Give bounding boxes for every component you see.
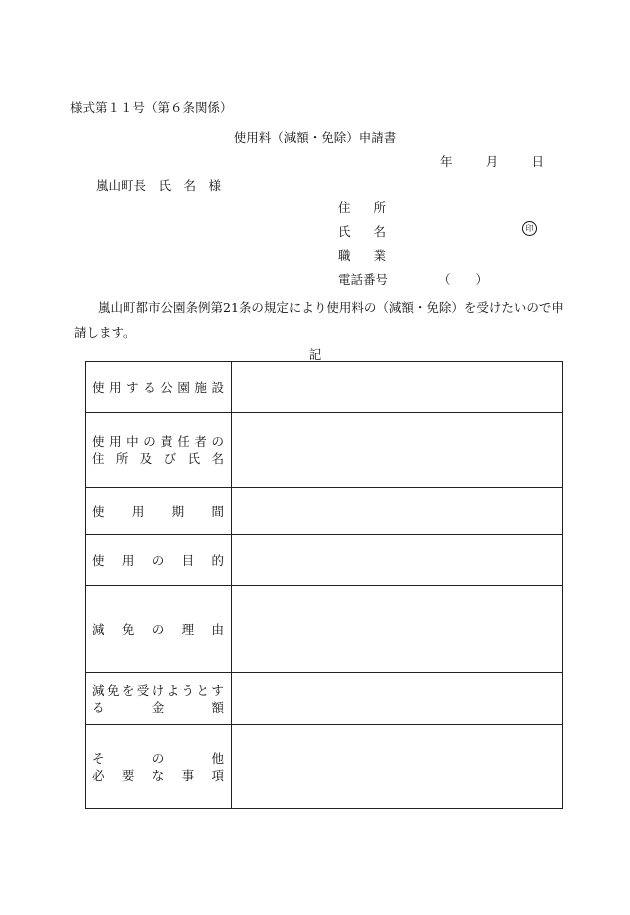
label-char: 職 [338,248,351,263]
label-char: 使 [92,379,105,395]
label-char: 所 [373,200,386,215]
row-label-line [92,682,224,699]
label-char: の [151,552,165,568]
label-char: 名 [373,224,386,239]
application-body-text: 嵐山町都市公園条例第21条の規定により使用料の（減額・免除）を受けたいので申請します。 [74,300,564,340]
row-value-cell[interactable] [232,488,563,535]
label-char: 名 [211,451,224,466]
label-char: 中 [126,434,139,449]
table-row [86,586,563,673]
applicant-name-label [338,222,386,240]
table-row [86,673,563,725]
label-char: と [196,682,209,698]
row-value-cell[interactable] [232,535,563,586]
label-char: を [121,682,135,698]
label-char: の [143,434,156,449]
label-char: 金 [151,699,165,715]
label-char: 額 [211,699,224,715]
row-value-cell[interactable] [232,725,563,809]
label-char: け [151,682,165,698]
label-char: 用 [131,503,145,519]
applicant-address-row [338,198,570,216]
label-char: の [151,750,165,766]
label-char: 間 [211,503,224,519]
table-row [86,362,563,413]
label-char: 使 [92,552,105,568]
row-label-line [92,621,224,638]
label-char: 他 [211,750,224,766]
addressee: 嵐山町長 氏 名 様 [96,178,222,193]
row-label [86,362,232,413]
date-month: 月 [485,154,499,169]
label-char: 受 [136,682,150,698]
row-value-cell[interactable] [232,586,563,673]
row-label [86,488,232,535]
label-char: 減 [92,682,105,698]
row-label-line [92,433,224,450]
label-char: 要 [121,767,135,783]
phone-parentheses: （ ） [438,272,489,287]
label-char: 使 [92,434,105,449]
row-label-line [92,750,224,767]
label-char: 施 [194,379,207,395]
date-year: 年 [440,154,453,169]
applicant-phone-label: 電話番号 [338,272,389,287]
row-label [86,535,232,586]
row-value-cell[interactable] [232,362,563,413]
label-char: な [151,767,165,783]
label-char: 必 [92,767,105,783]
details-table [85,361,563,809]
table-row [86,488,563,535]
row-label-line [92,503,224,520]
applicant-occupation-row [338,246,570,264]
label-char: 業 [373,248,386,263]
row-value-cell[interactable] [232,673,563,725]
label-char: 期 [171,503,185,519]
label-char: 所 [115,451,129,466]
label-char: 設 [211,379,224,395]
label-char: び [163,451,177,466]
applicant-phone-row [338,270,570,288]
document-title: 使用料（減額・免除）申請書 [233,130,397,145]
label-char: の [151,621,165,637]
row-label-line [92,767,224,784]
label-char: 使 [92,503,105,519]
label-char: 氏 [187,451,201,466]
label-char: そ [92,750,105,766]
row-label-line [92,699,224,716]
label-char: 事 [181,767,195,783]
label-char: 理 [181,621,195,637]
label-char: 及 [139,451,153,466]
label-char: 目 [181,552,195,568]
label-char: 住 [92,451,105,466]
row-value-cell[interactable] [232,413,563,488]
row-label [86,586,232,673]
seal-mark-icon: 印 [522,221,537,236]
table-row [86,535,563,586]
applicant-occupation-label [338,246,386,264]
label-char: 用 [109,379,122,395]
row-label-line [92,450,224,467]
applicant-name-row [338,222,570,240]
label-char: 的 [211,552,224,568]
label-char: 項 [211,767,224,783]
label-char: る [92,699,105,715]
label-char: 住 [338,200,351,215]
label-char: 公 [160,379,173,395]
label-char: う [181,682,195,698]
row-label [86,725,232,809]
details-table-body [86,362,563,809]
row-label-line [92,379,224,396]
label-char: る [143,379,156,395]
label-char: よ [166,682,180,698]
table-row [86,413,563,488]
label-char: 用 [121,552,135,568]
label-char: 園 [177,379,190,395]
label-char: 任 [177,434,190,449]
label-char: 用 [109,434,122,449]
date-day: 日 [531,154,544,169]
ki-heading: 記 [308,347,322,362]
applicant-address-label [338,198,386,216]
label-char: 由 [211,621,224,637]
label-char: 責 [160,434,173,449]
row-label-line [92,552,224,569]
row-label [86,413,232,488]
label-char: 者 [194,434,207,449]
label-char: 免 [121,621,135,637]
label-char: の [211,434,224,449]
row-label [86,673,232,725]
label-char: す [211,682,224,698]
date-line [440,152,544,170]
label-char: す [126,379,139,395]
label-char: 氏 [338,224,351,239]
label-char: 減 [92,621,105,637]
table-row [86,725,563,809]
label-char: 免 [106,682,120,698]
form-number: 様式第１１号（第６条関係） [70,100,233,115]
